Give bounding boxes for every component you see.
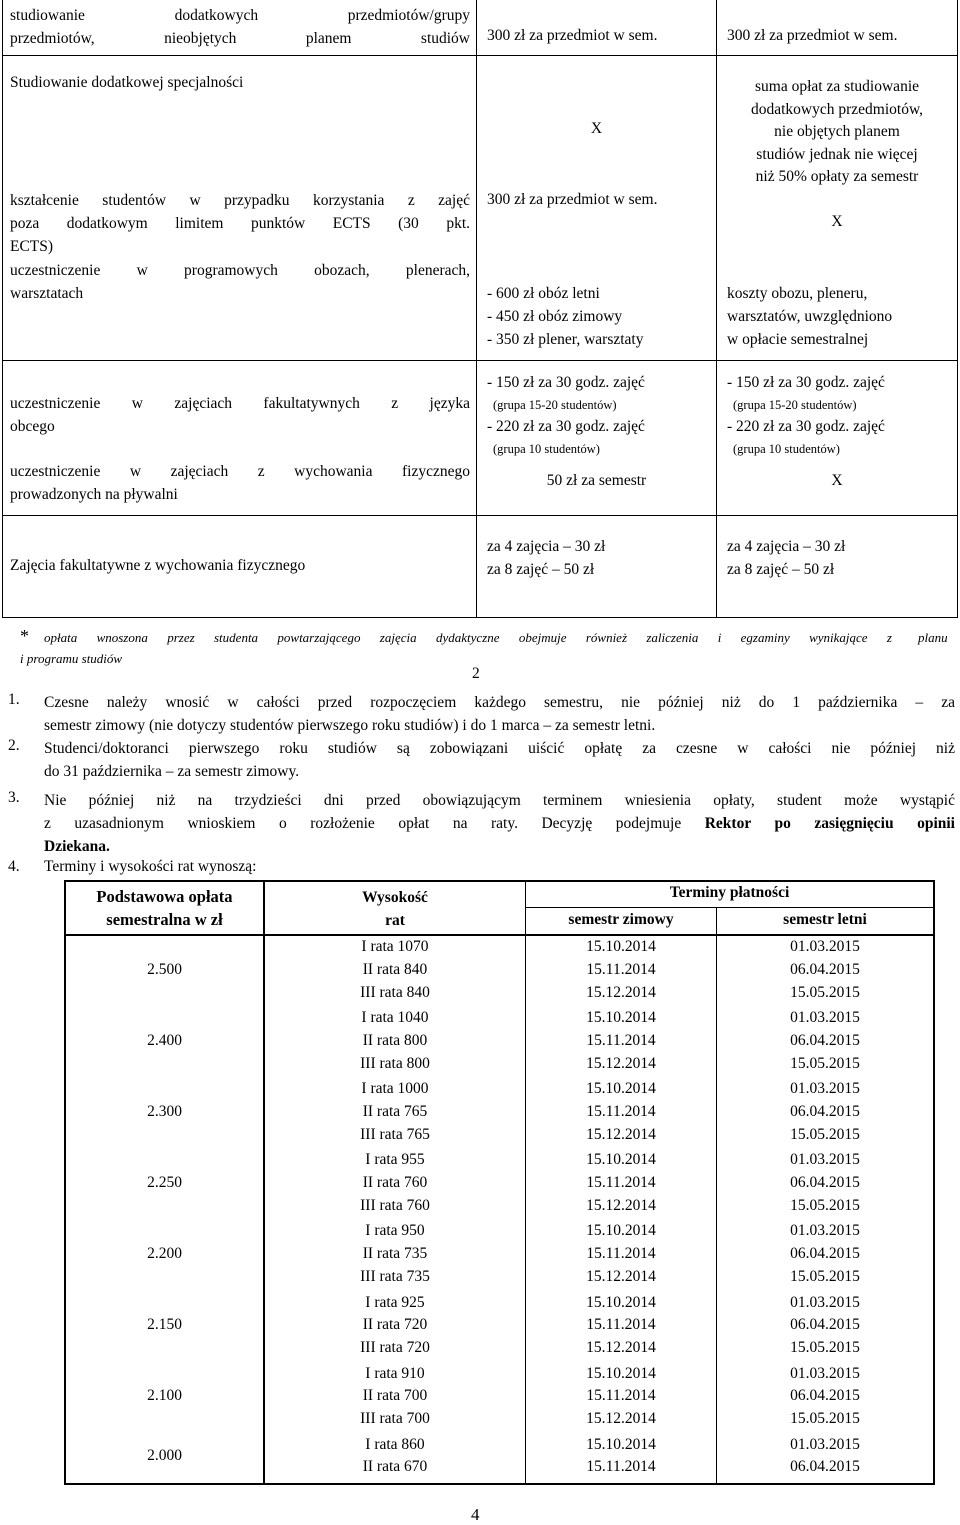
installment-group (0, 1077, 960, 1148)
rate-amount: III rata 760 (360, 1196, 430, 1214)
winter-date: 15.12.2014 (586, 1339, 656, 1357)
winter-date: 15.11.2014 (586, 1316, 656, 1334)
rate-amount: II rata 765 (362, 1102, 428, 1120)
footnote-line1-end: planu (918, 630, 948, 645)
winter-date: 15.11.2014 (586, 1102, 656, 1120)
summer-date: 06.04.2015 (790, 1387, 860, 1405)
installment-group (0, 1219, 960, 1290)
installment-group (0, 1148, 960, 1219)
rate-amount: I rata 910 (365, 1364, 425, 1382)
fee-row-col2: 50 zł za semestr (546, 472, 647, 489)
summer-date: 01.03.2015 (790, 1151, 860, 1169)
basic-fee-value: 2.150 (147, 1316, 182, 1334)
basic-fee-value: 2.100 (147, 1387, 182, 1405)
basic-fee-value: 2.400 (147, 1031, 182, 1049)
fee-row-col2: - 600 zł obóz letni - 450 zł obóz zimowy - 350 zł plener, warsztaty (487, 285, 644, 348)
rate-amount: III rata 700 (360, 1410, 430, 1428)
installment-group (0, 1006, 960, 1077)
header-deadlines: Terminy płatności (669, 884, 790, 901)
rate-amount: I rata 1070 (361, 938, 429, 955)
fee-row-col3: za 4 zajęcia – 30 zł za 8 zajęć – 50 zł (727, 538, 846, 578)
rate-amount: III rata 720 (360, 1339, 430, 1357)
winter-date: 15.11.2014 (586, 1458, 656, 1476)
rate-amount: I rata 950 (365, 1222, 425, 1240)
summer-date: 15.05.2015 (790, 1339, 860, 1357)
summer-date: 06.04.2015 (790, 1174, 860, 1192)
summer-date: 15.05.2015 (790, 1196, 860, 1214)
fee-row-col3: X (831, 213, 843, 230)
rule-text: Nie później niż na trzydzieści dni przed obowiązującym terminem wniesienia opłaty, student może wystąpić z uzasadnionym wnioskiem o rozłożenie opłat na raty. Decyzję podejmuje Rektor po zasięgnięciu opinii Dziekana. (44, 792, 955, 855)
rule-number: 4. (8, 858, 20, 875)
winter-date: 15.12.2014 (586, 983, 656, 1001)
winter-date: 15.10.2014 (586, 1080, 656, 1098)
basic-fee-value: 2.300 (147, 1102, 182, 1120)
winter-date: 15.10.2014 (586, 1435, 656, 1453)
summer-date: 15.05.2015 (790, 1125, 860, 1143)
rule-text: Czesne należy wnosić w całości przed rozpoczęciem każdego semestru, nie później niż do 1 października – za semestr zimowy (nie dotyczy studentów pierwszego roku studiów) i do 1 marca – za semestr letni. (44, 694, 955, 734)
header-amount: Wysokość rat (362, 889, 428, 929)
fee-row-col3: X (831, 472, 843, 489)
fee-row-col3: 300 zł za przedmiot w sem. (727, 27, 898, 44)
installment-group (0, 1362, 960, 1433)
rate-amount: I rata 925 (365, 1293, 425, 1311)
fee-row-col2: za 4 zajęcia – 30 zł za 8 zajęć – 50 zł (487, 538, 606, 578)
fee-row-desc: uczestniczenie w programowych obozach, plenerach, warsztatach (10, 262, 470, 302)
header-basic-fee: Podstawowa opłata semestralna w zł (96, 887, 233, 929)
basic-fee-value: 2.500 (147, 960, 182, 978)
section-number: 2 (472, 665, 480, 682)
winter-date: 15.11.2014 (586, 960, 656, 978)
summer-date: 06.04.2015 (790, 1031, 860, 1049)
summer-date: 06.04.2015 (790, 960, 860, 978)
summer-date: 01.03.2015 (790, 1293, 860, 1311)
fee-row-col3: koszty obozu, pleneru, warsztatów, uwzględniono w opłacie semestralnej (727, 285, 893, 348)
winter-date: 15.12.2014 (586, 1054, 656, 1072)
fee-row-col2: X (590, 120, 603, 137)
winter-date: 15.10.2014 (586, 1364, 656, 1382)
summer-date: 06.04.2015 (790, 1316, 860, 1334)
fee-row-col2: 300 zł za przedmiot w sem. (487, 27, 658, 44)
rate-amount: II rata 735 (362, 1245, 428, 1263)
summer-date: 01.03.2015 (790, 938, 860, 955)
summer-date: 01.03.2015 (790, 1364, 860, 1382)
summer-date: 01.03.2015 (790, 1080, 860, 1098)
summer-date: 06.04.2015 (790, 1245, 860, 1263)
rule-number: 1. (8, 691, 20, 708)
footnote-star: * (20, 626, 29, 646)
installment-group (0, 935, 960, 1006)
winter-date: 15.12.2014 (586, 1196, 656, 1214)
winter-date: 15.10.2014 (586, 938, 656, 955)
fee-row-desc: uczestniczenie w zajęciach z wychowania fizycznego prowadzonych na pływalni (10, 463, 470, 503)
rate-amount: II rata 800 (362, 1031, 428, 1049)
rate-amount: II rata 760 (362, 1174, 428, 1192)
rate-amount: I rata 955 (365, 1151, 425, 1169)
fee-row-col2: 300 zł za przedmiot w sem. (487, 191, 658, 208)
fee-row-desc: uczestniczenie w zajęciach fakultatywnych z języka obcego (10, 395, 470, 435)
rate-amount: II rata 840 (362, 960, 428, 978)
rate-amount: I rata 1000 (361, 1080, 429, 1098)
rate-amount: III rata 800 (360, 1054, 430, 1072)
winter-date: 15.11.2014 (586, 1174, 656, 1192)
summer-date: 15.05.2015 (790, 1054, 860, 1072)
fee-row-col2: - 150 zł za 30 godz. zajęć (grupa 15-20 studentów) - 220 zł za 30 godz. zajęć (grupa 10 studentów) (487, 374, 645, 456)
winter-date: 15.11.2014 (586, 1031, 656, 1049)
winter-date: 15.12.2014 (586, 1267, 656, 1285)
page-number: 4 (471, 1505, 480, 1524)
fee-row-desc: Zajęcia fakultatywne z wychowania fizycznego (10, 557, 306, 574)
summer-date: 01.03.2015 (790, 1009, 860, 1027)
rate-amount: I rata 860 (365, 1435, 425, 1453)
footnote-line2: i programu studiów (20, 651, 123, 666)
rate-amount: III rata 735 (360, 1267, 430, 1285)
summer-date: 01.03.2015 (790, 1222, 860, 1240)
rate-amount: II rata 720 (362, 1316, 428, 1334)
winter-date: 15.12.2014 (586, 1410, 656, 1428)
fee-row-desc: kształcenie studentów w przypadku korzystania z zajęć poza dodatkowym limitem punktów ECTS (30 pkt. ECTS) (10, 192, 470, 255)
fee-row-col3: suma opłat za studiowanie dodatkowych przedmiotów, nie objętych planem studiów jednak nie więcej niż 50% opłaty za semestr (750, 78, 924, 185)
summer-date: 06.04.2015 (790, 1458, 860, 1476)
summer-date: 15.05.2015 (790, 1267, 860, 1285)
rule-number: 3. (8, 789, 20, 806)
winter-date: 15.10.2014 (586, 1222, 656, 1240)
rule-text: Terminy i wysokości rat wynoszą: (44, 858, 257, 875)
header-summer: semestr letni (783, 911, 867, 928)
rate-amount: II rata 700 (362, 1387, 428, 1405)
footnote-line1: opłata wnoszona przez studenta powtarzającego zajęcia dydaktyczne obejmuje również zaliczenia i egzaminy wynikające z (44, 630, 892, 645)
basic-fee-value: 2.000 (147, 1447, 182, 1465)
summer-date: 15.05.2015 (790, 983, 860, 1001)
header-winter: semestr zimowy (568, 911, 674, 928)
summer-date: 06.04.2015 (790, 1102, 860, 1120)
winter-date: 15.11.2014 (586, 1245, 656, 1263)
rate-amount: II rata 670 (362, 1458, 428, 1476)
installment-group (0, 1291, 960, 1362)
summer-date: 15.05.2015 (790, 1410, 860, 1428)
fee-row-desc: Studiowanie dodatkowej specjalności (10, 74, 244, 91)
rate-amount: I rata 1040 (361, 1009, 429, 1027)
summer-date: 01.03.2015 (790, 1435, 860, 1453)
fee-row-col3: - 150 zł za 30 godz. zajęć (grupa 15-20 studentów) - 220 zł za 30 godz. zajęć (grupa 10 studentów) (727, 374, 885, 456)
rate-amount: III rata 840 (360, 983, 430, 1001)
basic-fee-value: 2.250 (147, 1174, 182, 1192)
rule-number: 2. (8, 737, 20, 754)
rate-amount: III rata 765 (360, 1125, 430, 1143)
winter-date: 15.10.2014 (586, 1009, 656, 1027)
winter-date: 15.10.2014 (586, 1293, 656, 1311)
winter-date: 15.11.2014 (586, 1387, 656, 1405)
winter-date: 15.12.2014 (586, 1125, 656, 1143)
fee-row-desc: studiowanie dodatkowych przedmiotów/grupy przedmiotów, nieobjętych planem studiów (10, 7, 470, 47)
installment-group (0, 1433, 960, 1504)
installments-body (0, 935, 960, 1483)
rule-text: Studenci/doktoranci pierwszego roku studiów są zobowiązani uiścić opłatę za czesne w całości nie później niż do 31 października – za semestr zimowy. (44, 740, 955, 780)
winter-date: 15.10.2014 (586, 1151, 656, 1169)
basic-fee-value: 2.200 (147, 1245, 182, 1263)
